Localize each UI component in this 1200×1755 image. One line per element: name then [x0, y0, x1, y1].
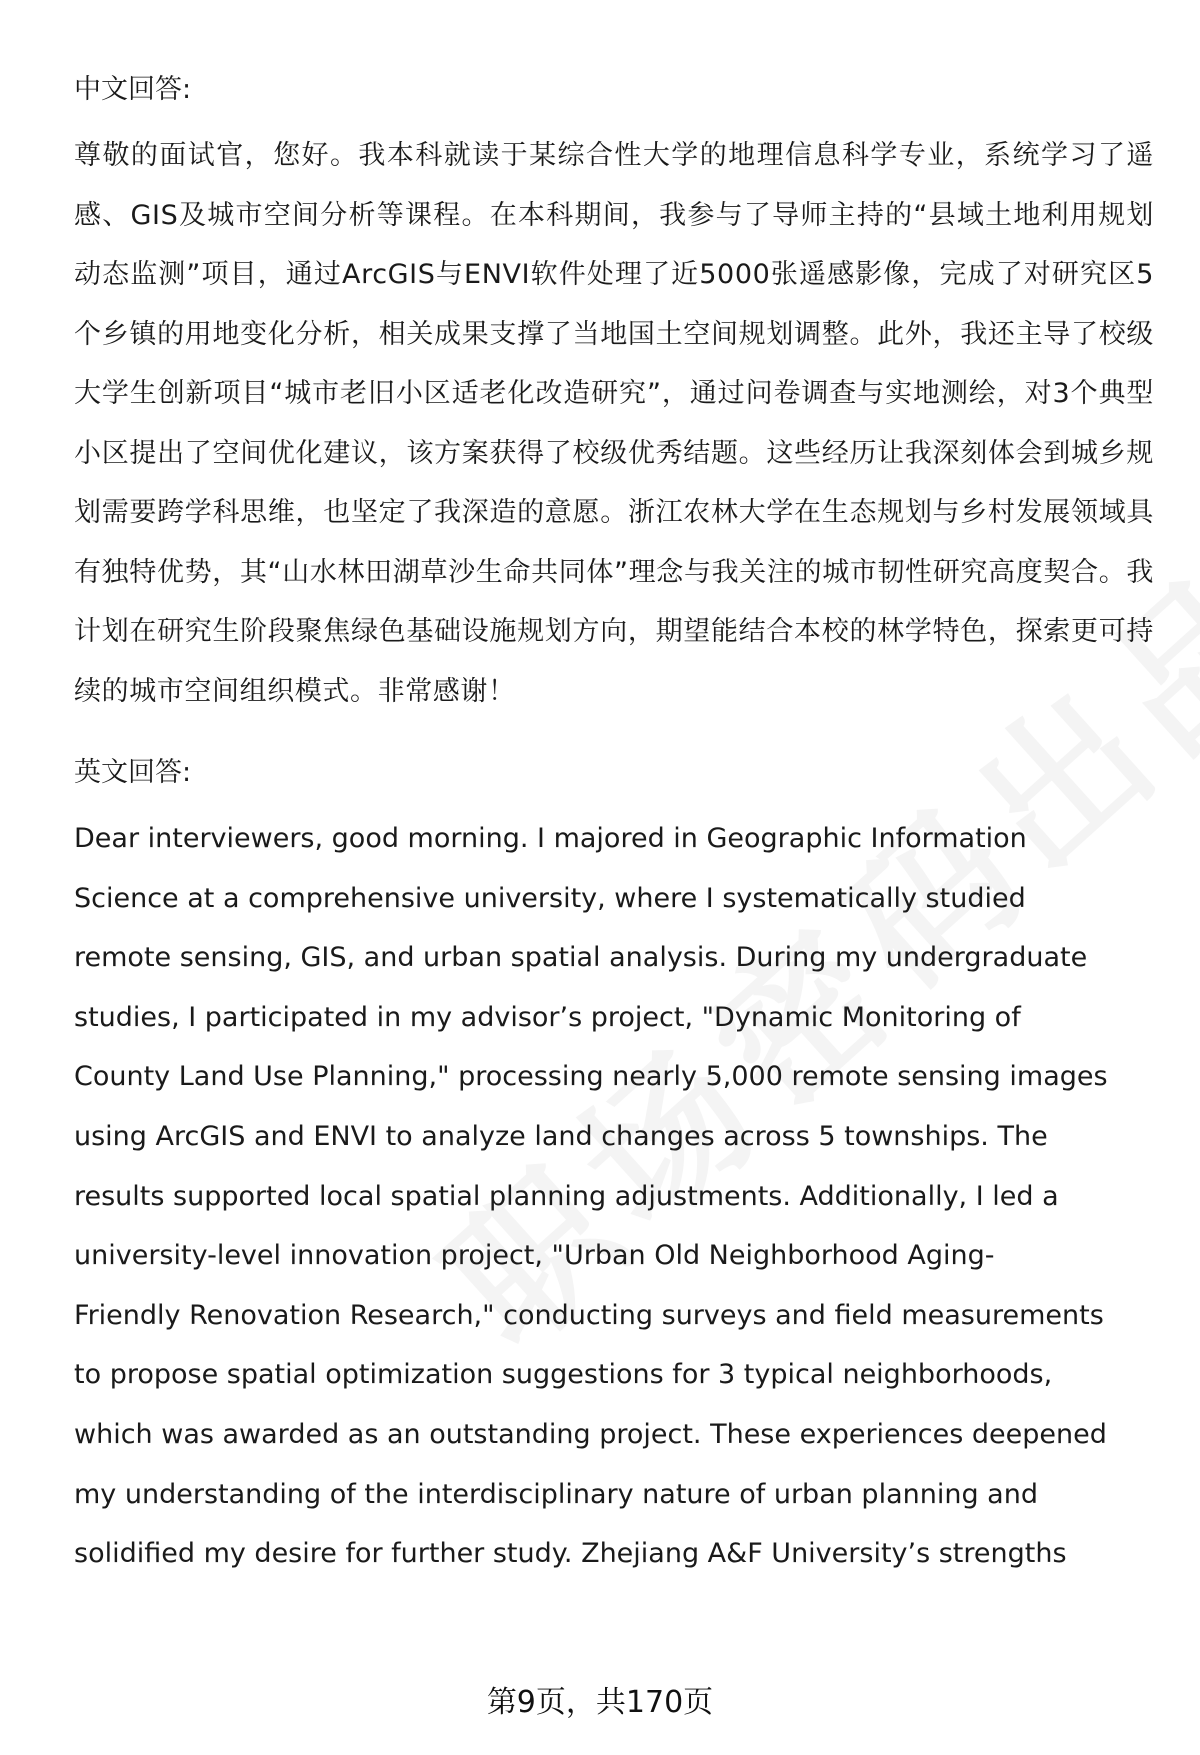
en-answer-line: using ArcGIS and ENVI to analyze land changes across 5 townships. The [74, 1120, 1048, 1152]
en-answer-line: solidified my desire for further study. Zhejiang A&F University’s strengths [74, 1538, 1067, 1570]
en-answer-line: my understanding of the interdisciplinary nature of urban planning and [74, 1478, 1038, 1510]
en-answer-line: results supported local spatial planning adjustments. Additionally, I led a [74, 1180, 1059, 1212]
en-answer-heading: 英文回答: [74, 757, 192, 788]
page-number: 第9页，共170页 [486, 1685, 714, 1720]
en-answer-line: Dear interviewers, good morning. I majored in Geographic Information [74, 823, 1027, 854]
en-answer-line: university-level innovation project, "Urban Old Neighborhood Aging- [74, 1240, 995, 1272]
document-content [74, 68, 1154, 1584]
zh-answer-heading: 中文回答: [74, 74, 192, 105]
en-answer-line: County Land Use Planning," processing nearly 5,000 remote sensing images [74, 1061, 1108, 1093]
en-answer-line: which was awarded as an outstanding project. These experiences deepened [74, 1418, 1107, 1450]
zh-answer-body: 尊敬的面试官，您好。我本科就读于某综合性大学的地理信息科学专业，系统学习了遥感、GIS及城市空间分析等课程。在本科期间，我参与了导师主持的“县域土地利用规划动态监测”项目，通过ArcGIS与ENVI软件处理了近5000张遥感影像，完成了对研究区5个乡镇的用地变化分析，相关成果支撑了当地国土空间规划调整。此外，我还主导了校级大学生创新项目“城市老旧小区适老化改造研究”，通过问卷调查与实地测绘，对3个典型小区提出了空间优化建议，该方案获得了校级优秀结题。这些经历让我深刻体会到城乡规划需要跨学科思维，也坚定了我深造的意愿。浙江农林大学在生态规划与乡村发展领域具有独特优势，其“山水林田湖草沙生命共同体”理念与我关注的城市韧性研究高度契合。我计划在研究生阶段聚焦绿色基础设施规划方向，期望能结合本校的林学特色，探索更可持续的城市空间组织模式。非常感谢！ [74, 140, 1154, 707]
en-answer-line: Friendly Renovation Research," conducting surveys and field measurements [74, 1299, 1104, 1331]
en-answer-body [74, 809, 1154, 1584]
en-answer-line: to propose spatial optimization suggestions for 3 typical neighborhoods, [74, 1359, 1053, 1391]
en-answer-line: studies, I participated in my advisor’s project, "Dynamic Monitoring of [74, 1001, 1021, 1033]
en-answer-line: Science at a comprehensive university, where I systematically studied [74, 882, 1026, 914]
en-answer-line: remote sensing, GIS, and urban spatial analysis. During my undergraduate [74, 942, 1088, 974]
